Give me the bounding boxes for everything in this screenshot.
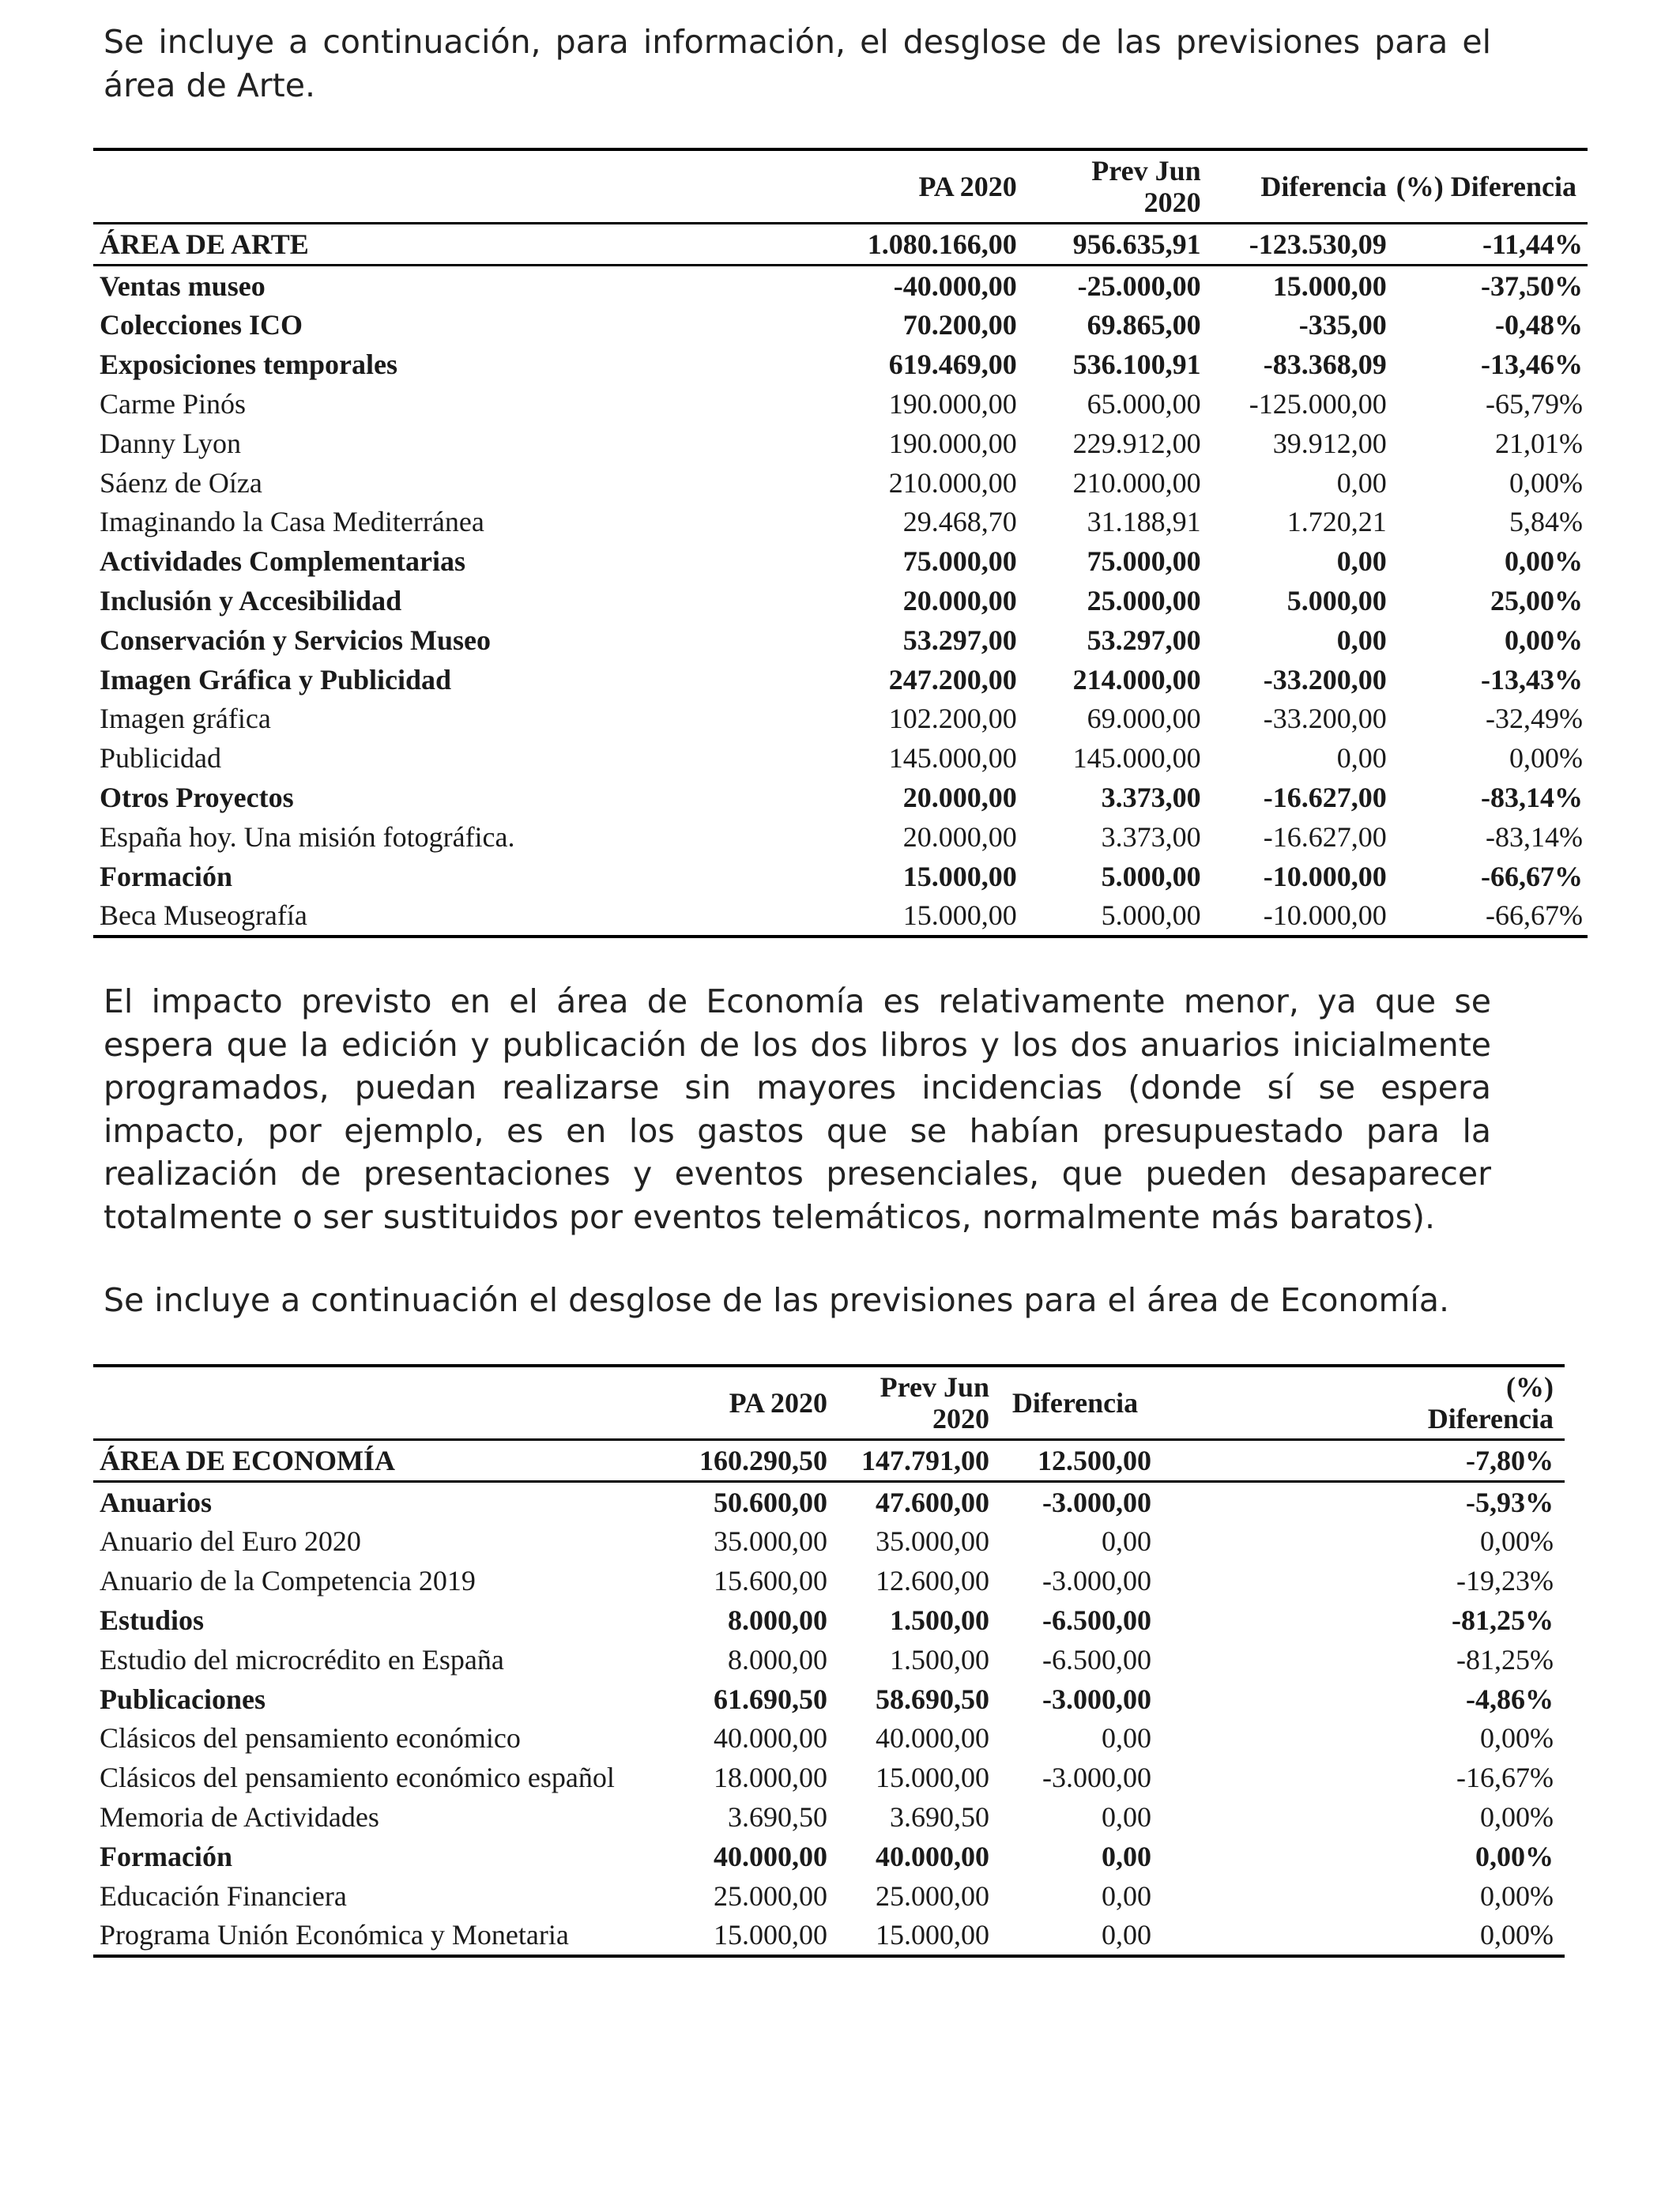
arte-table-body — [93, 224, 1588, 937]
row-pa: 8.000,00 — [728, 1643, 827, 1676]
row-prev: 145.000,00 — [1072, 742, 1201, 775]
row-label: Estudios — [100, 1604, 205, 1637]
row-pa: 190.000,00 — [888, 388, 1017, 420]
arte-header-row — [93, 149, 1588, 224]
row-pa: 20.000,00 — [902, 585, 1017, 617]
row-label: Imaginando la Casa Mediterránea — [100, 506, 484, 538]
row-dif: 0,00 — [994, 1916, 1156, 1957]
table-row — [93, 541, 1588, 581]
row-label: Sáenz de Oíza — [100, 466, 262, 499]
row-pct: -83,14% — [1481, 782, 1583, 814]
row-label: Clásicos del pensamiento económico español — [100, 1762, 615, 1794]
row-dif: -33.200,00 — [1263, 663, 1387, 696]
row-pct: -66,67% — [1392, 896, 1588, 937]
row-prev: 25.000,00 — [876, 1879, 989, 1912]
row-prev: 15.000,00 — [876, 1762, 989, 1794]
table-row — [93, 660, 1588, 699]
row-prev: 65.000,00 — [1087, 388, 1201, 420]
row-prev: 12.600,00 — [876, 1565, 989, 1597]
arte-header-prev — [1022, 149, 1206, 224]
row-pa: 145.000,00 — [888, 742, 1017, 775]
row-pct: 0,00% — [1505, 545, 1583, 578]
row-pa: 50.600,00 — [714, 1486, 827, 1518]
intro-arte-text: Se incluye a continuación, para información, el desglose de las previsiones para el área de Arte. — [104, 23, 1491, 104]
row-pct: 0,00% — [1475, 1840, 1554, 1872]
row-pa: 15.000,00 — [741, 896, 1021, 937]
table-row — [93, 1600, 1565, 1640]
row-label: Formación — [100, 1840, 232, 1872]
row-pa: 247.200,00 — [888, 663, 1017, 696]
arte-header-label — [93, 149, 741, 224]
table-row — [93, 1561, 1565, 1600]
row-pa: 35.000,00 — [714, 1525, 827, 1558]
row-pa: 40.000,00 — [714, 1722, 827, 1755]
row-dif: -16.627,00 — [1263, 820, 1387, 853]
intro-economia-text: Se incluye a continuación el desglose de las previsiones para el área de Economía. — [104, 1281, 1449, 1319]
row-prev: 1.500,00 — [890, 1643, 989, 1676]
table-row — [93, 1679, 1565, 1719]
table-row — [93, 424, 1588, 463]
row-pct: 0,00% — [1509, 742, 1583, 775]
row-prev: 1.500,00 — [890, 1604, 989, 1637]
row-pa: 619.469,00 — [888, 349, 1017, 381]
row-label: Anuario de la Competencia 2019 — [100, 1565, 476, 1597]
row-label: Programa Unión Económica y Monetaria — [93, 1916, 674, 1957]
row-pct: 0,00% — [1509, 466, 1583, 499]
row-pa: 20.000,00 — [902, 820, 1017, 853]
row-pct: 25,00% — [1490, 585, 1583, 617]
row-label: Clásicos del pensamiento económico — [100, 1722, 521, 1755]
row-label: Publicidad — [100, 742, 221, 775]
row-pa: 15.000,00 — [674, 1916, 832, 1957]
row-pa: 20.000,00 — [902, 782, 1017, 814]
row-pct: 0,00% — [1480, 1801, 1554, 1834]
row-label: Ventas museo — [100, 270, 266, 302]
table-row — [93, 857, 1588, 896]
economia-header-pct-text: (%) Diferencia — [1427, 1371, 1554, 1434]
row-prev: 5.000,00 — [1101, 860, 1201, 892]
row-dif: 0,00 — [1102, 1801, 1151, 1834]
row-prev: 69.865,00 — [1087, 309, 1201, 341]
row-pct: -65,79% — [1486, 388, 1583, 420]
row-pa: 8.000,00 — [728, 1604, 827, 1637]
row-label: ÁREA DE ECONOMÍA — [93, 1440, 674, 1482]
row-label: Imagen gráfica — [100, 703, 271, 735]
row-label: Publicaciones — [100, 1683, 266, 1715]
row-label: Conservación y Servicios Museo — [100, 624, 491, 656]
row-prev: 956.635,91 — [1022, 224, 1206, 266]
row-prev: 58.690,50 — [876, 1683, 989, 1715]
table-row — [93, 345, 1588, 384]
row-label: Beca Museografía — [93, 896, 741, 937]
row-dif: 0,00 — [1336, 624, 1387, 656]
row-dif: 12.500,00 — [994, 1440, 1156, 1482]
row-dif: 5.000,00 — [1286, 585, 1387, 617]
row-prev: 35.000,00 — [876, 1525, 989, 1558]
row-pct: 0,00% — [1480, 1879, 1554, 1912]
row-pa: 61.690,50 — [714, 1683, 827, 1715]
row-dif: -16.627,00 — [1263, 782, 1387, 814]
row-pa: 160.290,50 — [674, 1440, 832, 1482]
row-dif: -123.530,09 — [1206, 224, 1392, 266]
row-pa: 15.600,00 — [714, 1565, 827, 1597]
economia-header-dif: Diferencia — [994, 1366, 1156, 1440]
arte-table — [93, 148, 1588, 938]
row-dif: -10.000,00 — [1206, 896, 1392, 937]
table-row — [93, 738, 1588, 778]
row-prev: 69.000,00 — [1087, 703, 1201, 735]
row-pa: 29.468,70 — [902, 506, 1017, 538]
row-prev: 5.000,00 — [1022, 896, 1206, 937]
row-prev: 147.791,00 — [832, 1440, 994, 1482]
row-pct: -37,50% — [1481, 270, 1583, 302]
row-pa: 40.000,00 — [714, 1840, 827, 1872]
row-pct: -13,43% — [1481, 663, 1583, 696]
row-label: Exposiciones temporales — [100, 349, 397, 381]
row-dif: 0,00 — [1102, 1525, 1151, 1558]
table-row — [93, 896, 1588, 937]
row-prev: 31.188,91 — [1087, 506, 1201, 538]
row-pa: 102.200,00 — [888, 703, 1017, 735]
table-row — [93, 1876, 1565, 1916]
row-dif: -3.000,00 — [1042, 1486, 1151, 1518]
table-row — [93, 1481, 1565, 1521]
table-row — [93, 778, 1588, 817]
row-label: Inclusión y Accesibilidad — [100, 585, 402, 617]
row-pa: 75.000,00 — [902, 545, 1017, 578]
arte-header-pa: PA 2020 — [741, 149, 1021, 224]
table-row — [93, 265, 1588, 305]
row-pct: -5,93% — [1466, 1486, 1554, 1518]
row-pa: 70.200,00 — [902, 309, 1017, 341]
row-pct: 0,00% — [1480, 1722, 1554, 1755]
row-pa: -40.000,00 — [893, 270, 1017, 302]
row-dif: 39.912,00 — [1272, 427, 1387, 459]
row-label: Formación — [100, 860, 232, 892]
row-pct: -4,86% — [1466, 1683, 1554, 1715]
table-row — [93, 699, 1588, 739]
row-prev: 75.000,00 — [1087, 545, 1201, 578]
row-pct: 0,00% — [1480, 1525, 1554, 1558]
row-pct: -81,25% — [1452, 1604, 1554, 1637]
arte-header-prev-text: Prev Jun 2020 — [1091, 155, 1201, 218]
row-pct: -66,67% — [1481, 860, 1583, 892]
table-row — [93, 1837, 1565, 1876]
row-prev: 40.000,00 — [876, 1722, 989, 1755]
economia-header-pa: PA 2020 — [674, 1366, 832, 1440]
row-dif: 0,00 — [1102, 1722, 1151, 1755]
arte-header-dif: Diferencia — [1206, 149, 1392, 224]
row-pct: -7,80% — [1156, 1440, 1565, 1482]
economia-header-label — [93, 1366, 674, 1440]
row-dif: -6.500,00 — [1042, 1643, 1151, 1676]
row-pa: 15.000,00 — [902, 860, 1017, 892]
row-dif: -3.000,00 — [1042, 1762, 1151, 1794]
row-prev: 229.912,00 — [1072, 427, 1201, 459]
row-dif: -6.500,00 — [1042, 1604, 1151, 1637]
row-label: Memoria de Actividades — [100, 1801, 379, 1834]
row-pct: -13,46% — [1481, 349, 1583, 381]
row-pct: 21,01% — [1495, 427, 1583, 459]
row-dif: -125.000,00 — [1249, 388, 1387, 420]
table-row — [93, 817, 1588, 857]
row-pct: -83,14% — [1486, 820, 1583, 853]
economia-table — [93, 1364, 1565, 1958]
row-prev: 3.373,00 — [1101, 782, 1201, 814]
row-dif: -335,00 — [1298, 309, 1387, 341]
row-prev: 15.000,00 — [832, 1916, 994, 1957]
row-label: Colecciones ICO — [100, 309, 303, 341]
table-row — [93, 224, 1588, 266]
row-pa: 1.080.166,00 — [741, 224, 1021, 266]
row-label: Educación Financiera — [100, 1879, 347, 1912]
row-dif: -33.200,00 — [1263, 703, 1387, 735]
table-row — [93, 1440, 1565, 1482]
row-label: Actividades Complementarias — [100, 545, 465, 578]
table-row — [93, 581, 1588, 620]
row-pct: -19,23% — [1456, 1565, 1554, 1597]
row-pct: -32,49% — [1486, 703, 1583, 735]
row-label: ÁREA DE ARTE — [93, 224, 741, 266]
row-pa: 210.000,00 — [888, 466, 1017, 499]
table-row — [93, 620, 1588, 660]
economia-header-prev — [832, 1366, 994, 1440]
row-label: Otros Proyectos — [100, 782, 294, 814]
row-pct: 0,00% — [1505, 624, 1583, 656]
row-dif: 0,00 — [1102, 1840, 1151, 1872]
row-label: Imagen Gráfica y Publicidad — [100, 663, 452, 696]
row-pa: 3.690,50 — [728, 1801, 827, 1834]
row-prev: 3.373,00 — [1101, 820, 1201, 853]
row-prev: 25.000,00 — [1087, 585, 1201, 617]
row-pa: 25.000,00 — [714, 1879, 827, 1912]
row-dif: 0,00 — [1102, 1879, 1151, 1912]
row-pa: 18.000,00 — [714, 1762, 827, 1794]
economia-header-prev-text: Prev Jun 2020 — [880, 1371, 989, 1434]
table-row — [93, 463, 1588, 503]
row-pa: 190.000,00 — [888, 427, 1017, 459]
row-prev: 536.100,91 — [1072, 349, 1201, 381]
row-dif: 0,00 — [1336, 742, 1387, 775]
economia-table-body — [93, 1440, 1565, 1957]
row-dif: -83.368,09 — [1263, 349, 1387, 381]
row-label: Anuario del Euro 2020 — [100, 1525, 361, 1558]
row-dif: 0,00 — [1336, 545, 1387, 578]
table-row — [93, 1719, 1565, 1759]
row-label: Carme Pinós — [100, 388, 246, 420]
row-prev: 3.690,50 — [890, 1801, 989, 1834]
row-prev: 53.297,00 — [1087, 624, 1201, 656]
row-dif: 1.720,21 — [1286, 506, 1387, 538]
row-pct: 5,84% — [1509, 506, 1583, 538]
arte-header-pct: (%) Diferencia — [1392, 149, 1588, 224]
table-row — [93, 1758, 1565, 1797]
row-dif: -3.000,00 — [1042, 1683, 1151, 1715]
economia-paragraph: El impacto previsto en el área de Economía es relativamente menor, ya que se espera que la edición y publicación de los dos libros y los dos anuarios inicialmente programados, puedan realizarse sin mayores incidencias (donde sí se espera impacto, por ejemplo, es en los gastos que se habían presupuestado para la realización de presentaciones y eventos presenciales, que pueden desaparecer totalmente o ser sustituidos por eventos telemáticos, normalmente más baratos). — [104, 982, 1491, 1236]
row-dif: -10.000,00 — [1263, 860, 1387, 892]
table-row — [93, 1522, 1565, 1562]
table-row — [93, 384, 1588, 424]
economia-header-pct — [1156, 1366, 1565, 1440]
row-prev: -25.000,00 — [1077, 270, 1201, 302]
row-pct: -11,44% — [1392, 224, 1588, 266]
row-pct: 0,00% — [1156, 1916, 1565, 1957]
row-pct: -81,25% — [1456, 1643, 1554, 1676]
row-pct: -0,48% — [1495, 309, 1583, 341]
row-prev: 40.000,00 — [876, 1840, 989, 1872]
row-dif: 0,00 — [1336, 466, 1387, 499]
row-prev: 210.000,00 — [1072, 466, 1201, 499]
row-label: Estudio del microcrédito en España — [100, 1643, 504, 1676]
table-row — [93, 1797, 1565, 1837]
table-row — [93, 1916, 1565, 1957]
economia-header-row — [93, 1366, 1565, 1440]
row-dif: 15.000,00 — [1272, 270, 1387, 302]
row-prev: 47.600,00 — [876, 1486, 989, 1518]
row-label: Anuarios — [100, 1486, 213, 1518]
row-pa: 53.297,00 — [902, 624, 1017, 656]
row-dif: -3.000,00 — [1042, 1565, 1151, 1597]
table-row — [93, 503, 1588, 542]
row-label: Danny Lyon — [100, 427, 241, 459]
row-prev: 214.000,00 — [1072, 663, 1201, 696]
row-label: España hoy. Una misión fotográfica. — [100, 820, 515, 853]
table-row — [93, 1640, 1565, 1679]
table-row — [93, 306, 1588, 345]
row-pct: -16,67% — [1456, 1762, 1554, 1794]
